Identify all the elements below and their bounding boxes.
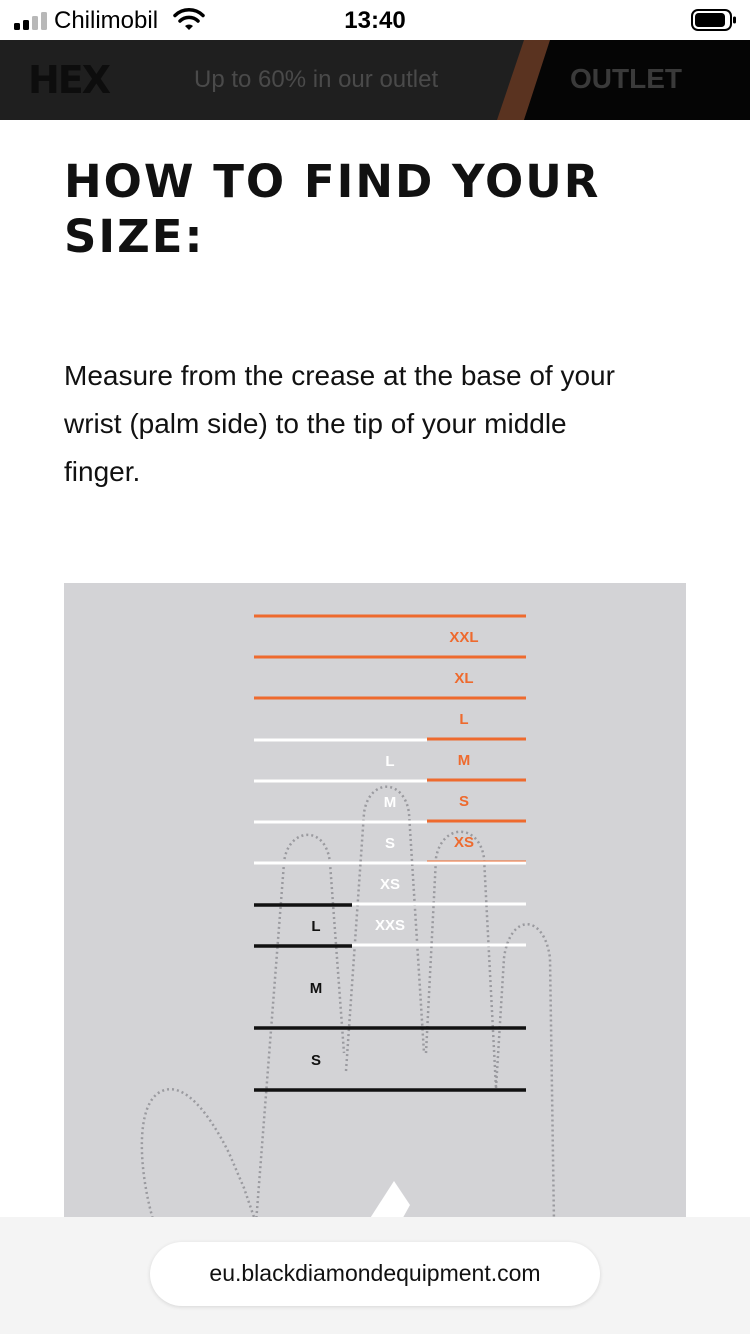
diagram-logo-mark [64,583,686,1223]
promo-text: Up to 60% in our outlet [194,66,439,93]
status-bar [0,0,750,40]
size-label-orange: M [457,752,471,769]
size-label-orange: XXL [449,629,479,646]
heading-line: HOW TO FIND YOUR [64,155,601,208]
size-label-white: M [383,794,397,811]
size-label-orange: L [459,711,469,728]
size-label-orange: XL [454,670,474,687]
size-label-white: XXS [374,917,406,934]
size-label-white: S [384,835,396,852]
carrier-name: Chilimobil [54,7,159,34]
status-time: 13:40 [344,7,406,34]
size-instructions [64,352,704,496]
size-label-black: M [309,980,323,997]
size-label-orange: XS [453,834,475,851]
battery-icon [691,8,737,32]
size-label-black: S [310,1052,322,1069]
browser-bottom-bar [0,1217,750,1334]
address-bar[interactable] [150,1242,600,1306]
outlet-link[interactable]: OUTLET [570,63,682,94]
page-heading [64,154,704,264]
size-label-orange: S [458,793,470,810]
instruction-line: wrist (palm side) to the tip of your middle [64,408,567,439]
heading-line: SIZE: [64,210,205,263]
hex-logo: HEX [28,58,110,102]
size-label-white: L [385,753,395,770]
promo-banner[interactable] [0,40,750,120]
url-text[interactable]: eu.blackdiamondequipment.com [209,1260,541,1286]
instruction-line: Measure from the crease at the base of your [64,360,615,391]
size-label-black: L [311,918,321,935]
size-label-white: XS [379,876,401,893]
instruction-line: finger. [64,456,141,487]
size-chart-diagram [64,583,686,1223]
